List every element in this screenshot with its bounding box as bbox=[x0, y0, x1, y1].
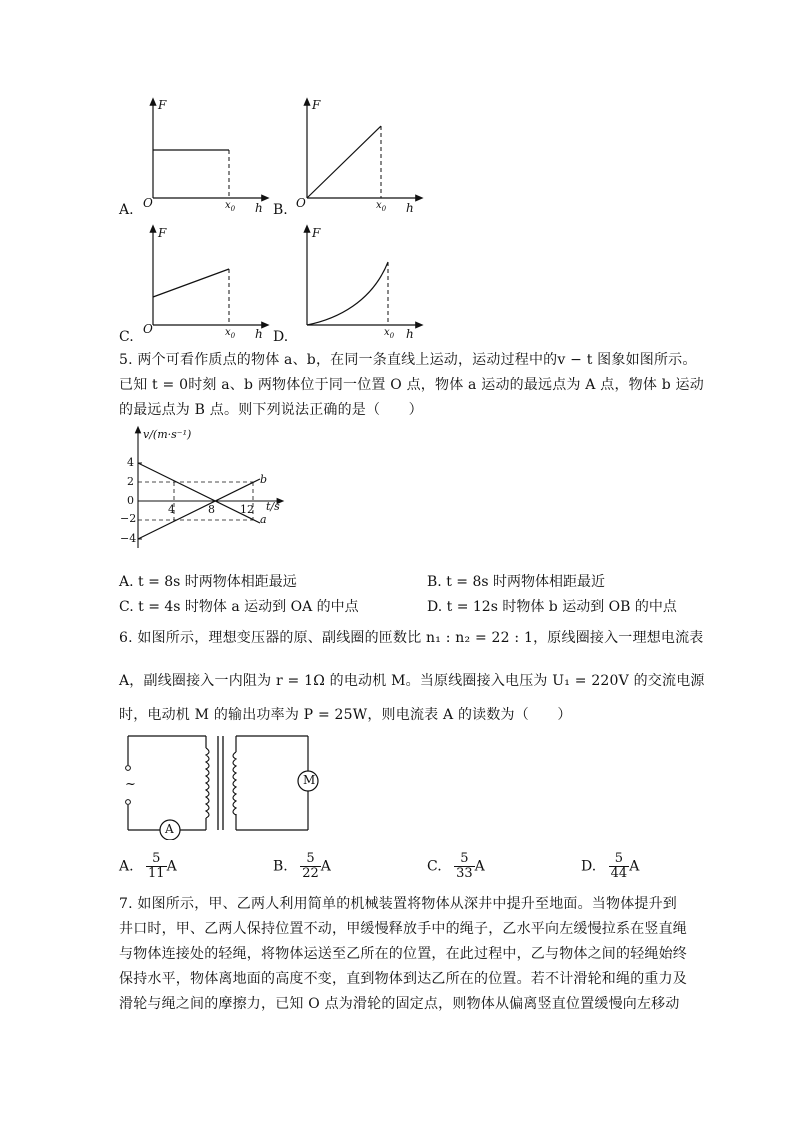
q5-xtick-4: 4 bbox=[168, 503, 175, 516]
graph-b-axis-h: h bbox=[406, 201, 414, 215]
q4-graphs bbox=[0, 0, 794, 350]
option-c-label[interactable]: C. bbox=[119, 329, 134, 345]
q5-line-2: 已知 t = 0时刻 a、b 两物体位于同一位置 O 点，物体 a 运动的最远点为 A 点，物体 b 运动 bbox=[119, 377, 704, 393]
q5-graph-ylabel: v/(m·s⁻¹) bbox=[143, 428, 192, 441]
q5-line-3: 的最远点为 B 点。则下列说法正确的是（ ） bbox=[119, 402, 423, 418]
q5-ytick-0: 0 bbox=[127, 494, 134, 507]
q5-option-d[interactable]: D. t = 12s 时物体 b 运动到 OB 的中点 bbox=[427, 599, 677, 615]
graph-a-origin: O bbox=[143, 196, 153, 210]
q5-xtick-8: 8 bbox=[208, 503, 215, 516]
q6-option-b[interactable]: B. $\frac{5}{22}$ A bbox=[273, 851, 331, 881]
graph-b-origin: O bbox=[296, 196, 306, 210]
q5-option-a[interactable]: A. t = 8s 时两物体相距最远 bbox=[119, 574, 297, 590]
graph-b-x0: $x_0$ bbox=[376, 200, 387, 213]
q7-line-4: 保持水平，物体离地面的高度不变，直到物体到达乙所在的位置。若不计滑轮和绳的重力及 bbox=[119, 971, 687, 987]
graph-a bbox=[138, 95, 273, 220]
q5-line-1: 5. 两个可看作质点的物体 a、b，在同一条直线上运动，运动过程中的v − t 图象如图所示。 bbox=[119, 352, 697, 368]
option-a-label[interactable]: A. bbox=[119, 202, 134, 218]
q5-vt-graph bbox=[118, 425, 288, 555]
graph-d-x0: $x_0$ bbox=[384, 327, 395, 340]
q7-line-3: 与物体连接处的轻绳，将物体运送至乙所在的位置，在此过程中，乙与物体之间的轻绳始终 bbox=[119, 946, 687, 962]
option-b-label[interactable]: B. bbox=[273, 202, 288, 218]
graph-a-axis-f: F bbox=[158, 98, 167, 112]
q6-motor-label: M bbox=[303, 773, 316, 787]
q5-series-a-label: a bbox=[260, 513, 267, 526]
graph-c-origin: O bbox=[143, 322, 153, 336]
q6-option-d[interactable]: D. $\frac{5}{44}$ A bbox=[581, 851, 640, 881]
q7-line-2: 井口时，甲、乙两人保持位置不动，甲缓慢释放手中的绳子，乙水平向左缓慢拉系在竖直绳 bbox=[119, 921, 687, 937]
q6-line-3: 时，电动机 M 的输出功率为 P = 25W，则电流表 A 的读数为（ ） bbox=[119, 707, 572, 723]
graph-c bbox=[138, 222, 273, 347]
q5-ytick-m4: −4 bbox=[120, 532, 137, 545]
graph-a-axis-h: h bbox=[255, 201, 263, 215]
q5-option-b[interactable]: B. t = 8s 时两物体相距最近 bbox=[427, 574, 605, 590]
q5-graph-xlabel: t/s bbox=[266, 500, 280, 513]
q7-line-1: 7. 如图所示，甲、乙两人利用简单的机械装置将物体从深井中提升至地面。当物体提升到 bbox=[119, 896, 678, 912]
q5-ytick-m2: −2 bbox=[120, 512, 137, 525]
q7-line-5: 滑轮与绳之间的摩擦力，已知 O 点为滑轮的固定点，则物体从偏离竖直位置缓慢向左移动 bbox=[119, 996, 680, 1012]
graph-c-x0: $x_0$ bbox=[225, 327, 236, 340]
q5-ytick-2: 2 bbox=[127, 475, 134, 488]
q5-option-c[interactable]: C. t = 4s 时物体 a 运动到 OA 的中点 bbox=[119, 599, 359, 615]
graph-c-axis-f: F bbox=[158, 226, 167, 240]
option-d-label[interactable]: D. bbox=[273, 329, 289, 345]
q6-transformer-circuit bbox=[120, 730, 330, 840]
q6-line-1: 6. 如图所示，理想变压器的原、副线圈的匝数比 n₁ : n₂ = 22 : 1，原线圈接入一理想电流表 bbox=[119, 630, 704, 646]
graph-d-axis-h: h bbox=[406, 327, 414, 341]
graph-b-axis-f: F bbox=[312, 98, 321, 112]
q5-series-b-label: b bbox=[260, 473, 268, 486]
q6-ammeter-label: A bbox=[165, 822, 174, 836]
q5-ytick-4: 4 bbox=[127, 456, 134, 469]
graph-a-x0: $x_0$ bbox=[225, 200, 236, 213]
graph-d-axis-f: F bbox=[312, 226, 321, 240]
graph-c-axis-h: h bbox=[255, 327, 263, 341]
q6-source-symbol: ~ bbox=[125, 777, 136, 792]
q6-option-c[interactable]: C. $\frac{5}{33}$ A bbox=[427, 851, 485, 881]
q6-line-2: A，副线圈接入一内阻为 r = 1Ω 的电动机 M。当原线圈接入电压为 U₁ = 220V 的交流电源 bbox=[119, 673, 705, 689]
q5-xtick-12: 12 bbox=[240, 503, 254, 516]
q6-option-a[interactable]: A. $\frac{5}{11}$ A bbox=[119, 851, 177, 881]
